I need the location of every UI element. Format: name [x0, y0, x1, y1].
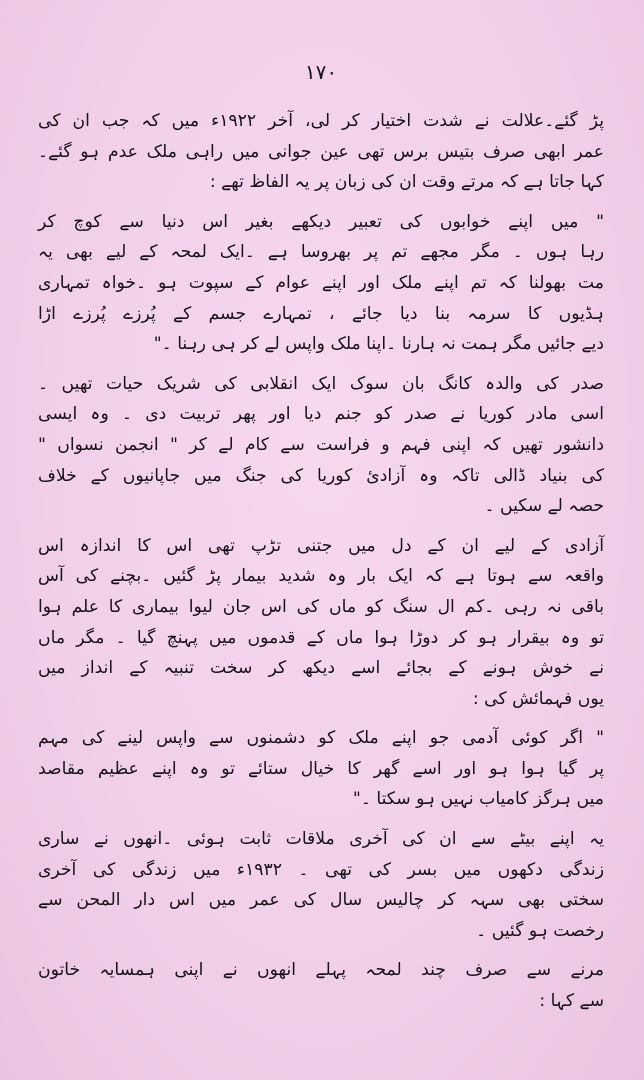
text-line: دیے جائیں مگر ہمت نہ ہارنا ۔اپنا ملک واپس لے کر ہی رہنا ۔" [153, 334, 604, 355]
text-line: مت بھولنا کہ تم اپنے ملک اور اپنے عوام کے سپوت ہو ۔خواہ تمہاری [38, 272, 604, 293]
text-line: " اگر کوئی آدمی جو اپنے ملک کو دشمنوں سے واپس لینے کی مہم [38, 728, 604, 749]
text-line: کہا جاتا ہے کہ مرتے وقت ان کی زبان پر یہ الفاظ تھے : [209, 172, 604, 193]
text-line: ہڈیوں کا سرمہ بنا دیا جائے ، تمہارے جسم کے پُرزے پُرزے اڑا [38, 303, 604, 324]
text-line: " میں اپنے خوابوں کی تعبیر دیکھے بغیر اس دنیا سے کوچ کر [38, 211, 604, 232]
text-line: رہا ہوں ۔ مگر مجھے تم پر بھروسا ہے ۔ایک لمحہ کے لیے بھی یہ [38, 242, 604, 263]
text-line: یوں فہمائش کی : [472, 688, 604, 709]
text-line: آزادی کے لیے ان کے دل میں جتنی تڑپ تھی اس کا اندازہ اس [38, 535, 604, 556]
text-line: یہ اپنے بیٹے سے ان کی آخری ملاقات ثابت ہوئی ۔انھوں نے ساری [38, 829, 604, 850]
text-line: زندگی دکھوں میں بسر کی تھی ۔ ۱۹۳۲ء میں زندگی کی آخری [38, 859, 604, 880]
text-line: نے خوش ہونے کے بجائے اسے دیکھ کر سخت تنبیہ کے انداز میں [38, 658, 604, 679]
quote-paragraph [38, 207, 604, 360]
text-line: واقعہ سے ہوتا ہے کہ ایک بار وہ شدید بیمار پڑ گئیں ۔بچنے کی آس [38, 566, 604, 587]
text-line: تو وہ بیقرار ہو کر دوڑا ہوا ماں کے قدموں میں پہنچ گیا ۔ مگر ماں [38, 627, 604, 648]
text-line: کی بنیاد ڈالی تاکہ وہ آزادئ کوریا کی جنگ میں جاپانیوں کے خلاف [38, 465, 604, 486]
text-line: سختی بھی سہہ کر چالیس سال کی عمر میں اس دار المحن سے [38, 890, 604, 911]
quote-paragraph [38, 723, 604, 815]
paragraph [38, 531, 604, 715]
text-line: دانشور تھیں کہ اپنی فہم و فراست سے کام لے کر " انجمن نسواں " [38, 434, 604, 455]
text-line: رخصت ہو گئیں ۔ [476, 920, 604, 941]
text-line: پر گیا ہوا ہو اور اسے گھر کا خیال ستائے تو وہ اپنے عظیم مقاصد [38, 758, 604, 779]
paragraph [38, 106, 604, 198]
text-line: مرنے سے صرف چند لمحہ پہلے انھوں نے اپنی ہمسایہ خاتون [38, 960, 604, 981]
text-line: میں ہرگز کامیاب نہیں ہو سکتا ۔" [352, 789, 604, 810]
text-line: صدر کی والدہ کانگ بان سوک ایک انقلابی کی شریک حیات تھیں ۔ [38, 373, 604, 394]
text-line: عمر ابھی صرف بتیس برس تھی عین جوانی میں راہی ملک عدم ہو گئے۔ [38, 141, 604, 162]
text-line: اسی مادر کوریا نے صدر کو جنم دیا اور پھر تربیت دی ۔ وہ ایسی [38, 404, 604, 425]
page-number: ۱۷۰ [304, 60, 338, 84]
paragraph [38, 369, 604, 522]
text-line: باقی نہ رہی ۔کم ال سنگ کو ماں کی اس جان لیوا بیماری کا علم ہوا [38, 596, 604, 617]
text-line: سے کہا : [539, 991, 604, 1012]
page-text [38, 106, 604, 1017]
paragraph [38, 955, 604, 1016]
paragraph [38, 824, 604, 946]
text-line: حصہ لے سکیں ۔ [484, 496, 604, 517]
text-line: پڑ گئے۔علالت نے شدت اختیار کر لی، آخر ۱۹۲۲ء میں کہ جب ان کی [38, 111, 604, 131]
